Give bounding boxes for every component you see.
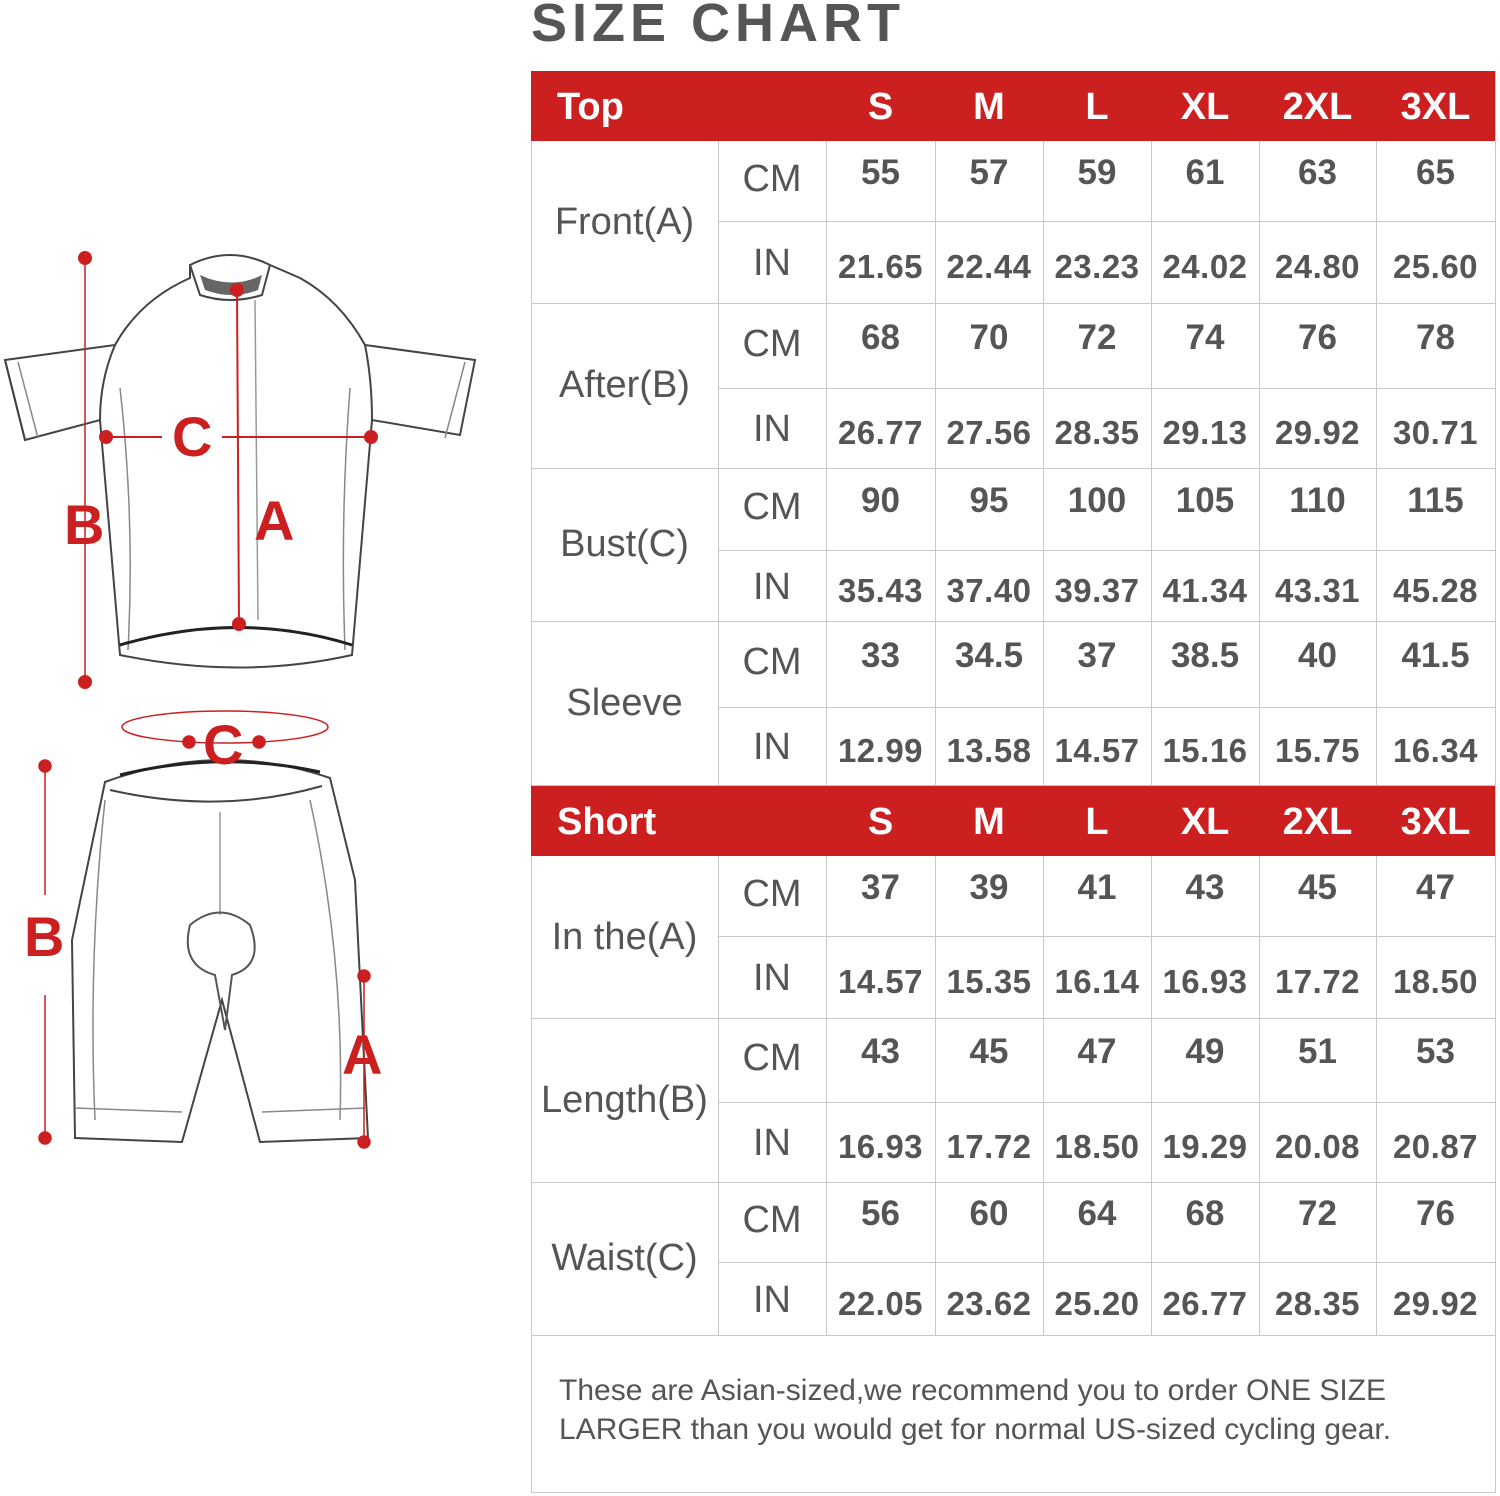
- short-cm-value: 45: [1298, 868, 1337, 907]
- top-cm-value: 34.5: [954, 636, 1024, 675]
- col-divider: [1376, 141, 1377, 785]
- short-cm-value: 49: [1185, 1032, 1225, 1071]
- short-cm-value: 76: [1416, 1194, 1455, 1233]
- short-cm-value: 64: [1077, 1194, 1117, 1233]
- top-cm-value: 76: [1298, 317, 1337, 357]
- top-in-value: 24.80: [1274, 248, 1361, 285]
- row-divider: [531, 468, 1495, 469]
- short-in-value: 20.08: [1274, 1128, 1361, 1165]
- short-size-header: 2XL: [1282, 801, 1353, 843]
- row-divider: [718, 936, 1495, 937]
- top-cm-value: 78: [1416, 317, 1455, 357]
- unit-cm-label: CM: [742, 1199, 802, 1241]
- top-size-header: 3XL: [1400, 86, 1471, 128]
- short-cm-value: 51: [1298, 1032, 1337, 1071]
- short-in-value: 19.29: [1162, 1128, 1248, 1165]
- top-in-value: 37.40: [946, 571, 1032, 609]
- unit-cm-label: CM: [742, 873, 802, 915]
- row-divider: [531, 303, 1495, 304]
- top-in-value: 14.57: [1054, 732, 1140, 769]
- short-cm-value: 47: [1416, 868, 1455, 907]
- col-divider: [935, 856, 936, 1335]
- short-cm-value: 47: [1077, 1032, 1117, 1071]
- top-size-header: XL: [1180, 86, 1230, 128]
- short-size-header: XL: [1180, 801, 1230, 843]
- top-in-value: 29.13: [1162, 414, 1248, 451]
- short-cm-value: 43: [861, 1032, 900, 1071]
- row-divider: [718, 221, 1495, 222]
- unit-cm-label: CM: [742, 322, 802, 365]
- short-in-value: 22.05: [837, 1284, 924, 1322]
- col-divider: [718, 856, 719, 1335]
- unit-cm-label: CM: [742, 641, 802, 683]
- unit-in-label: IN: [753, 242, 791, 284]
- top-row-label: Bust(C): [560, 523, 689, 565]
- top-cm-value: 74: [1185, 317, 1225, 357]
- top-in-value: 15.16: [1162, 732, 1248, 769]
- top-cm-value: 55: [861, 153, 900, 192]
- short-in-value: 14.57: [837, 963, 924, 1000]
- top-cm-value: 65: [1416, 153, 1455, 192]
- short-size-header: L: [1085, 801, 1109, 843]
- top-in-value: 15.75: [1274, 732, 1361, 769]
- row-divider: [531, 1018, 1495, 1019]
- top-in-value: 23.23: [1054, 248, 1140, 285]
- shorts-measure-lines: [39, 711, 370, 1148]
- jersey-illustration: [5, 255, 475, 668]
- short-in-value: 17.72: [946, 1128, 1032, 1165]
- col-divider: [826, 856, 827, 1335]
- top-size-header: 2XL: [1282, 86, 1353, 128]
- col-divider: [1376, 856, 1377, 1335]
- top-cm-value: 38.5: [1170, 636, 1240, 675]
- short-header-row: [531, 786, 1495, 856]
- top-cm-value: 105: [1175, 481, 1235, 520]
- short-in-value: 16.93: [837, 1128, 924, 1165]
- row-divider: [718, 1262, 1495, 1263]
- short-in-value: 18.50: [1054, 1128, 1140, 1165]
- top-header-row: [531, 71, 1495, 141]
- jersey-label-b: B: [64, 493, 105, 556]
- short-section-label: Short: [557, 801, 657, 843]
- top-in-value: 26.77: [837, 414, 924, 451]
- page-title: SIZE CHART: [531, 0, 905, 53]
- top-in-value: 43.31: [1274, 571, 1361, 609]
- short-size-header: 3XL: [1400, 801, 1471, 843]
- top-in-value: 12.99: [837, 732, 924, 769]
- short-in-value: 16.93: [1162, 963, 1248, 1000]
- short-size-header: S: [867, 801, 894, 843]
- top-cm-value: 90: [861, 481, 900, 520]
- top-in-value: 28.35: [1054, 414, 1140, 451]
- top-cm-value: 68: [861, 317, 900, 357]
- unit-in-label: IN: [753, 726, 791, 768]
- short-in-value: 25.20: [1054, 1284, 1140, 1322]
- unit-cm-label: CM: [742, 158, 802, 200]
- short-cm-value: 43: [1185, 868, 1225, 907]
- short-in-value: 20.87: [1392, 1128, 1479, 1165]
- top-cm-value: 63: [1298, 153, 1337, 192]
- shorts-label-b: B: [24, 905, 65, 968]
- short-cm-value: 56: [861, 1194, 900, 1233]
- col-divider: [718, 141, 719, 785]
- short-in-value: 29.92: [1392, 1284, 1479, 1322]
- top-in-value: 25.60: [1392, 248, 1479, 285]
- top-cm-value: 110: [1289, 481, 1346, 520]
- col-divider: [935, 141, 936, 785]
- short-cm-value: 72: [1298, 1194, 1337, 1233]
- jersey-measure-lines: [79, 252, 377, 688]
- col-divider: [826, 141, 827, 785]
- top-in-value: 45.28: [1392, 571, 1479, 609]
- unit-in-label: IN: [753, 957, 791, 999]
- top-section-label: Top: [557, 86, 624, 128]
- col-divider: [1259, 141, 1260, 785]
- jersey-label-c: C: [172, 405, 213, 468]
- top-cm-value: 115: [1407, 481, 1464, 520]
- unit-cm-label: CM: [742, 1037, 802, 1079]
- row-divider: [718, 388, 1495, 389]
- unit-in-label: IN: [753, 1278, 791, 1321]
- unit-cm-label: CM: [742, 486, 802, 528]
- top-cm-value: 95: [969, 481, 1009, 520]
- top-cm-value: 37: [1077, 636, 1117, 675]
- top-size-header: S: [867, 86, 894, 128]
- short-cm-value: 68: [1185, 1194, 1225, 1233]
- row-divider: [718, 550, 1495, 551]
- top-in-value: 16.34: [1392, 732, 1479, 769]
- top-cm-value: 33: [861, 636, 900, 675]
- col-divider: [1151, 141, 1152, 785]
- shorts-illustration: [72, 760, 368, 1142]
- top-in-value: 35.43: [837, 571, 924, 609]
- top-row-label: After(B): [559, 364, 690, 406]
- top-cm-value: 41.5: [1401, 636, 1470, 675]
- short-cm-value: 60: [969, 1194, 1009, 1233]
- short-in-value: 15.35: [946, 963, 1032, 1000]
- top-row-label: Front(A): [554, 200, 695, 243]
- top-in-value: 24.02: [1162, 248, 1248, 285]
- garment-diagram: [0, 0, 500, 1200]
- top-cm-value: 57: [969, 153, 1009, 192]
- top-size-header: M: [973, 86, 1005, 128]
- unit-in-label: IN: [753, 1122, 791, 1164]
- top-in-value: 29.92: [1274, 414, 1361, 451]
- top-in-value: 22.44: [946, 248, 1032, 285]
- top-cm-value: 72: [1077, 317, 1117, 357]
- top-cm-value: 100: [1067, 481, 1127, 520]
- short-cm-value: 41: [1077, 868, 1117, 907]
- top-cm-value: 40: [1298, 636, 1337, 675]
- top-in-value: 13.58: [946, 732, 1032, 769]
- col-divider: [1043, 141, 1044, 785]
- sizing-note: These are Asian-sized,we recommend you to order ONE SIZE LARGER than you would get for normal US-sized cycling gear.: [559, 1374, 1392, 1446]
- size-chart-table: [531, 71, 1495, 1493]
- top-cm-value: 59: [1077, 153, 1117, 192]
- unit-in-label: IN: [753, 565, 791, 608]
- short-in-value: 16.14: [1054, 963, 1140, 1000]
- top-cm-value: 61: [1185, 153, 1225, 192]
- short-row-label: Length(B): [541, 1078, 708, 1121]
- top-in-value: 39.37: [1054, 571, 1140, 609]
- top-size-header: L: [1085, 86, 1109, 128]
- row-divider: [718, 707, 1495, 708]
- short-cm-value: 39: [969, 868, 1009, 907]
- top-in-value: 41.34: [1162, 571, 1248, 609]
- short-cm-value: 53: [1416, 1032, 1455, 1071]
- short-size-header: M: [973, 801, 1005, 843]
- row-divider: [531, 1335, 1495, 1336]
- short-cm-value: 37: [861, 868, 900, 907]
- short-in-value: 28.35: [1274, 1284, 1361, 1322]
- row-divider: [531, 1182, 1495, 1183]
- top-in-value: 27.56: [946, 414, 1032, 451]
- unit-in-label: IN: [753, 408, 791, 450]
- short-in-value: 26.77: [1162, 1284, 1248, 1322]
- short-cm-value: 45: [969, 1032, 1009, 1071]
- short-in-value: 23.62: [946, 1284, 1032, 1322]
- top-in-value: 21.65: [837, 248, 924, 285]
- short-in-value: 17.72: [1274, 963, 1361, 1000]
- row-divider: [718, 1102, 1495, 1103]
- top-row-label: Sleeve: [566, 681, 683, 724]
- short-in-value: 18.50: [1392, 963, 1479, 1000]
- jersey-label-a: A: [254, 489, 295, 552]
- row-divider: [531, 621, 1495, 622]
- top-in-value: 30.71: [1392, 414, 1479, 451]
- col-divider: [1259, 856, 1260, 1335]
- short-row-label: In the(A): [551, 915, 698, 958]
- col-divider: [1151, 856, 1152, 1335]
- shorts-label-a: A: [342, 1023, 383, 1086]
- top-cm-value: 70: [969, 317, 1009, 357]
- col-divider: [1043, 856, 1044, 1335]
- short-row-label: Waist(C): [551, 1237, 698, 1279]
- shorts-label-c: C: [203, 713, 244, 776]
